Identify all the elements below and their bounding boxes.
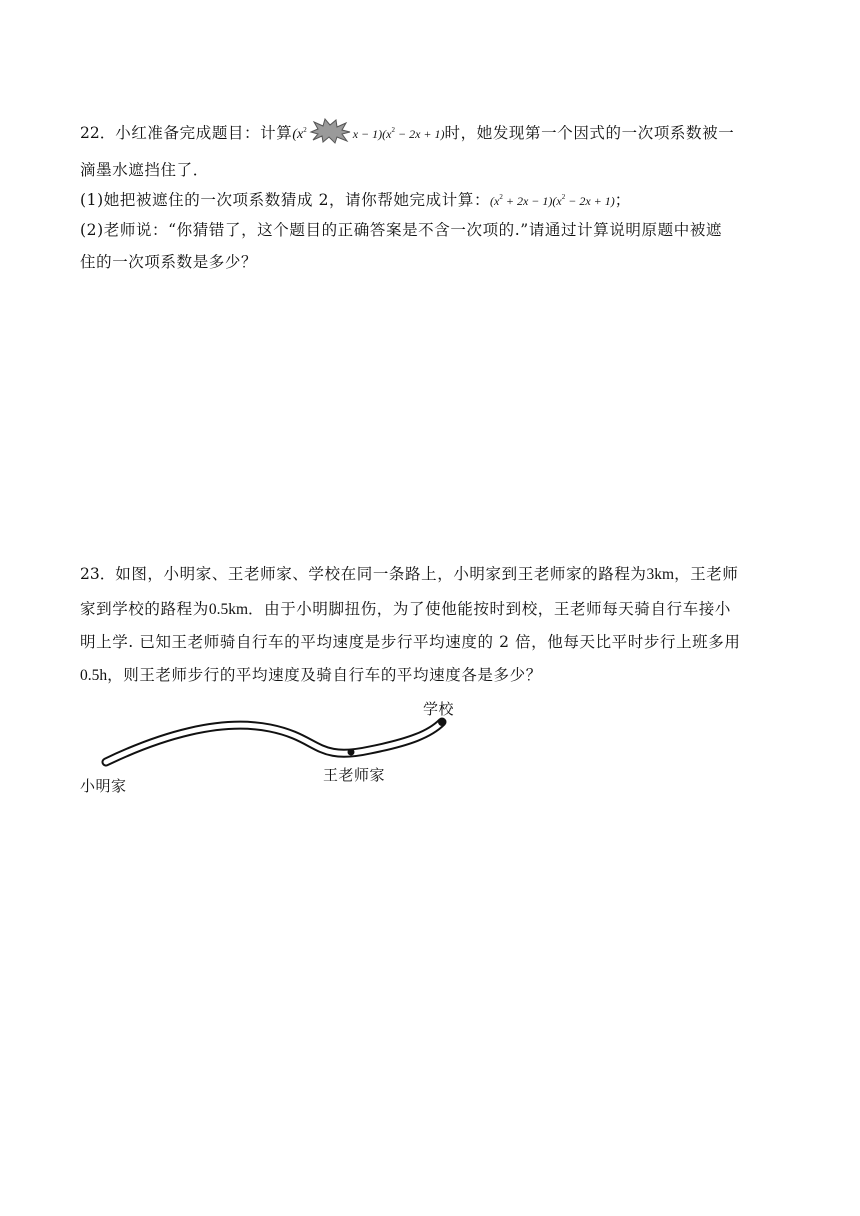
q23-line-1 bbox=[80, 562, 780, 584]
q23-text-2b: ．由于小明脚扭伤，为了使他能按时到校，王老师每天骑自行车接小 bbox=[248, 600, 732, 618]
q22-number: 22． bbox=[80, 124, 116, 142]
q22-expr-open: ($x^2$ bbox=[292, 126, 307, 142]
q23-line-4 bbox=[80, 663, 780, 685]
xiaoming-home-label: 小明家 bbox=[80, 777, 127, 795]
q22-expr-rest: $x - 1)(x^2 - 2x + 1)$ bbox=[352, 126, 445, 141]
q23-line-2 bbox=[80, 597, 780, 619]
q22-text-1a: 小红准备完成题目：计算 bbox=[115, 124, 293, 142]
q22-part-1-expr: $(x^2 + 2x - 1)(x^2 - 2x + 1)$ bbox=[490, 193, 615, 208]
ink-blot-icon bbox=[309, 118, 351, 144]
q23-number: 23． bbox=[80, 565, 116, 583]
q23-text-4: ，则王老师步行的平均速度及骑自行车的平均速度各是多少？ bbox=[107, 666, 542, 684]
teacher-home-label: 王老师家 bbox=[323, 766, 386, 784]
q22-line-2: 滴墨水遮挡住了． bbox=[80, 161, 209, 179]
q22-part-2-line-2: 住的一次项系数是多少？ bbox=[80, 253, 258, 271]
q22-part-1 bbox=[80, 188, 780, 210]
q22-part-1-text: (1)她把被遮住的一次项系数猜成 2，请你帮她完成计算： bbox=[80, 191, 491, 209]
school-label: 学校 bbox=[423, 700, 455, 718]
q23-dist-2: 0.5km bbox=[208, 601, 248, 618]
q23-dist-1: 3km bbox=[646, 566, 675, 583]
q22-part-1-end: ； bbox=[614, 191, 631, 209]
q23-text-2a: 家到学校的路程为 bbox=[80, 600, 209, 618]
teacher-home-marker bbox=[348, 749, 355, 756]
school-marker bbox=[438, 718, 446, 726]
q22-part-2-line-1: (2)老师说：“你猜错了，这个题目的正确答案是不含一次项的.”请通过计算说明原题中被遮 bbox=[80, 221, 723, 239]
q22-text-1b: 时，她发现第一个因式的一次项系数被一 bbox=[444, 124, 735, 142]
q23-line-3: 明上学. 已知王老师骑自行车的平均速度是步行平均速度的 2 倍，他每天比平时步行上班多用 bbox=[80, 633, 741, 651]
q23-text-1a: 如图，小明家、王老师家、学校在同一条路上，小明家到王老师家的路程为 bbox=[115, 565, 647, 583]
q22-line-1 bbox=[80, 118, 780, 144]
road-diagram bbox=[70, 690, 490, 810]
q23-text-1b: ，王老师 bbox=[674, 565, 739, 583]
q23-time: 0.5h bbox=[80, 667, 108, 684]
